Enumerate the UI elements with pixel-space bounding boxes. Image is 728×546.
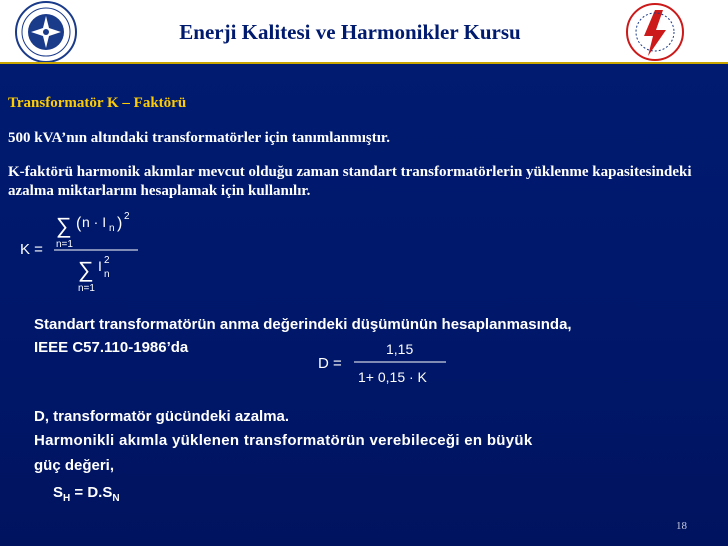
sh-lhs: S	[53, 484, 64, 501]
k-den-sub: n	[104, 269, 110, 280]
svg-text:(: (	[76, 215, 82, 232]
sh-mid: = D.S	[70, 484, 113, 501]
section-heading: Transformatör K – Faktörü	[8, 95, 187, 111]
k-num-index: n=1	[56, 239, 73, 250]
text-line-1: Standart transformatörün anma değerindeki düşümünün hesaplanmasında,	[34, 316, 572, 333]
slide-header	[0, 0, 728, 63]
sh-lhs-sub: H	[63, 493, 71, 504]
k-den-exp: 2	[104, 255, 110, 266]
k-num-sum: ∑	[56, 213, 72, 238]
page-number: 18	[676, 520, 687, 532]
sh-formula	[53, 484, 120, 504]
k-den-I: I	[98, 258, 102, 274]
k-den-index: n=1	[78, 283, 95, 294]
header-divider	[0, 62, 728, 64]
text-line-3: D, transformatör gücündeki azalma.	[34, 408, 290, 425]
electric-energy-logo	[612, 0, 698, 64]
k-num-exp: 2	[124, 211, 130, 222]
k-den-sum: ∑	[78, 257, 94, 282]
k-num-body: n · I	[82, 214, 107, 230]
k-num-sub: n	[109, 223, 115, 234]
paragraph-scope: 500 kVA’nın altındaki transformatörler için tanımlanmıştır.	[8, 130, 390, 146]
page-title: Enerji Kalitesi ve Harmonikler Kursu	[179, 20, 521, 44]
text-line-2: IEEE C57.110-1986’da	[34, 339, 189, 356]
k-formula-lhs: K =	[20, 241, 43, 258]
text-line-4: Harmonikli akımla yüklenen transformatörün verebileceği en büyük	[34, 432, 533, 449]
sh-rhs-sub: N	[112, 493, 120, 504]
svg-text:): )	[117, 215, 123, 232]
d-formula-denominator: 1+ 0,15 · K	[358, 369, 427, 385]
d-reduction-formula	[312, 338, 452, 395]
k-factor-formula	[14, 205, 154, 302]
d-formula-lhs: D =	[318, 355, 342, 372]
text-line-5: güç değeri,	[34, 457, 115, 474]
paragraph-purpose: K-faktörü harmonik akımlar mevcut olduğu zaman standart transformatörlerin yüklenme kapasitesindeki azalma miktarlarını hesaplamak için kullanılır.	[8, 164, 692, 199]
university-seal-logo	[3, 0, 89, 64]
d-formula-numerator: 1,15	[386, 341, 414, 357]
